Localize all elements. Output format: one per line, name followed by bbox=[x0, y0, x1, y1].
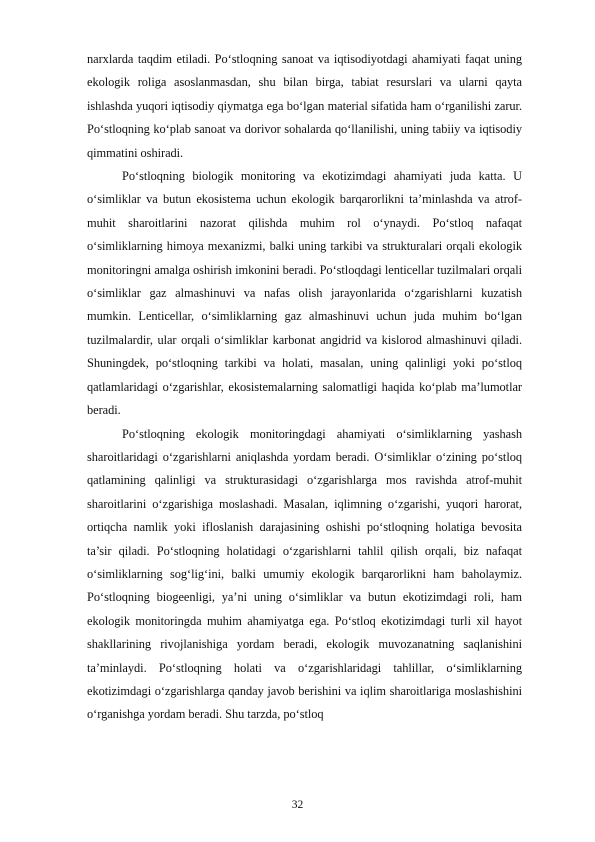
paragraph-ecological-monitoring: Po‘stloqning ekologik monitoringdagi ahamiyati o‘simliklarning yashash sharoitlaridagi o‘zgarishlarni aniqlashda yordam beradi. O‘simliklar o‘zining po‘stloq qatlamining qalinligi va strukturasidagi o‘zgarishlarga mos ravishda atrof-muhit sharoitlarini o‘zgarishiga moslashadi. Masalan, iqlimning o‘zgarishi, yuqori harorat, ortiqcha namlik yoki ifloslanish darajasining oshishi po‘stloqning holatiga bevosita ta’sir qiladi. Po‘stloqning holatidagi o‘zgarishlarni tahlil qilish orqali, biz nafaqat o‘simliklarning sog‘lig‘ini, balki umumiy ekologik barqarorlikni ham baholaymiz. Po‘stloqning biogeenligi, ya’ni uning o‘simliklar va butun ekotizimdagi roli, ham ekologik monitoringda muhim ahamiyatga ega. Po‘stloq ekotizimdagi turli xil hayot shakllarining rivojlanishiga yordam beradi, ekologik muvozanatning saqlanishini ta’minlaydi. Po‘stloqning holati va o‘zgarishlaridagi tahlillar, o‘simliklarning ekotizimdagi o‘zgarishlarga qanday javob berishini va iqlim sharoitlariga moslashishini o‘rganishga yordam beradi. Shu tarzda, po‘stloq bbox=[87, 426, 522, 722]
page-body bbox=[87, 48, 522, 727]
page-number: 32 bbox=[291, 799, 304, 811]
paragraph-biological-monitoring: Po‘stloqning biologik monitoring va ekotizimdagi ahamiyati juda katta. U o‘simliklar va butun ekosistema uchun ekologik barqarorlikni ta’minlashda va atrof-muhit sharoitlarini nazorat qilishda muhim rol o‘ynaydi. Po‘stloq nafaqat o‘simliklarning himoya mexanizmi, balki uning tarkibi va strukturalari orqali ekologik monitoringni amalga oshirish imkonini beradi. Po‘stloqdagi lenticellar tuzilmalari orqali o‘simliklar gaz almashinuvi va nafas olish jarayonlarida o‘zgarishlarni kuzatish mumkin. Lenticellar, o‘simliklarning gaz almashinuvi uchun juda muhim bo‘lgan tuzilmalardir, ular orqali o‘simliklar karbonat angidrid va kislorod almashinuvi qiladi. Shuningdek, po‘stloqning tarkibi va holati, masalan, uning qalinligi yoki po‘stloq qatlamlaridagi o‘zgarishlar, ekosistemalarning salomatligi haqida ko‘plab ma’lumotlar beradi. bbox=[87, 169, 522, 418]
paragraph-continuation: narxlarda taqdim etiladi. Po‘stloqning sanoat va iqtisodiyotdagi ahamiyati faqat uning ekologik roliga asoslanmasdan, shu bilan birga, tabiat resurslari va ularni qayta ishlashda yuqori iqtisodiy qiymatga ega bo‘lgan material sifatida ham o‘rganilishi zarur. Po‘stloqning ko‘plab sanoat va dorivor sohalarda qo‘llanilishi, uning tabiiy va iqtisodiy qimmatini oshiradi. bbox=[87, 52, 522, 160]
